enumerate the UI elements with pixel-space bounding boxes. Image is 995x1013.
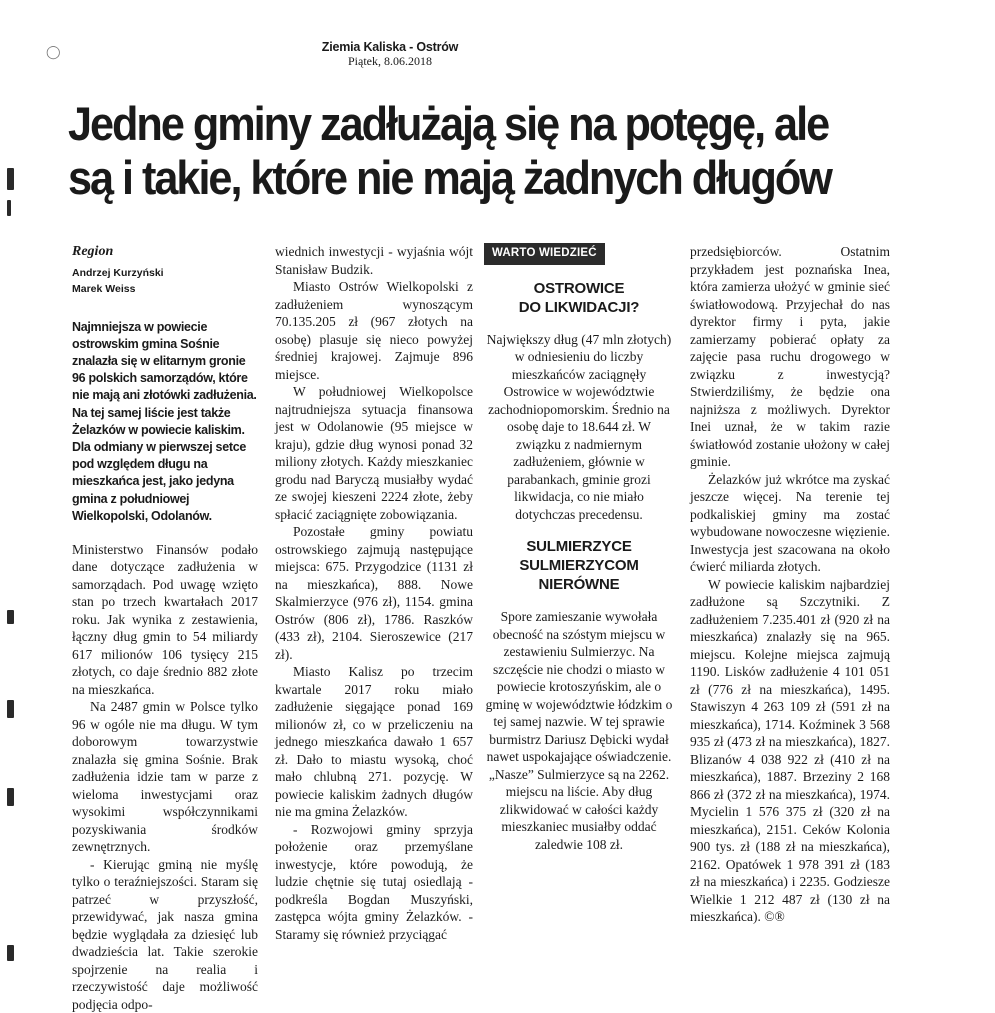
heading-line: SULMIERZYCOM	[519, 557, 639, 574]
heading-line: OSTROWICE	[533, 279, 625, 297]
paragraph: - Kierując gminą nie myślę tylko o teraźniejszości. Staram się patrzeć w przyszłość, przewidywać, jak nasza gmina będzie wyglądała za dziesięć lub dwadzieścia lat. Takie szerokie spojrzenie na realia i rzeczywistość daje możliwość podjęcia odpo-	[72, 856, 258, 1012]
article-headline	[68, 97, 896, 205]
column-4	[690, 243, 890, 926]
article-lead: Najmniejsza w powiecie ostrowskim gmina Sośnie znalazła się w elitarnym gronie 96 polskich samorządów, które nie mają ani złotówki zadłużenia. Na tej samej liście jest także Żelazków w powiecie kaliskim. Dla odmiany w pierwszej setce pod względem długu na mieszkańca jest, jako jedyna gmina z południowej Wielkopolski, Odolanów.	[72, 319, 257, 523]
scan-edge-marks	[0, 0, 30, 1000]
scan-mark	[7, 788, 14, 806]
heading-line: DO LIKWIDACJI?	[518, 298, 640, 316]
page-corner-icon: ◯	[46, 44, 61, 59]
column-1	[72, 243, 258, 1013]
paragraph: W południowej Wielkopolsce najtrudniejsza sytuacja finansowa jest w Odolanowie (95 miejsce w kraju), gdzie dług wynosi ponad 32 miliony złotych. Każdy mieszkaniec grodu nad Baryczą musiałby wydać ze swojej kieszeni 2224 złote, żeby spłacić zaciągnięte zobowiązania.	[275, 384, 473, 522]
paragraph: Miasto Ostrów Wielkopolski z zadłużeniem wynoszącym 70.135.205 zł (967 złotych na osobę) plasuje się nieco powyżej średniej krajowej. Zajmuje 896 miejsce.	[275, 279, 473, 382]
sidebar-heading-1	[484, 279, 674, 317]
column-1-body	[72, 541, 258, 1013]
headline-line-1: Jedne gminy zadłużają się na potęgę, ale	[68, 97, 829, 150]
sidebar-text-2	[484, 608, 674, 853]
scan-mark	[7, 200, 11, 216]
paragraph: Największy dług (47 mln złotych) w odniesieniu do liczby mieszkańców zaciągnęły Ostrowice w województwie zachodniopomorskim. Średnio na osobę daje to 18.644 zł. W związku z nadmiernym zadłużeniem, głównie w parabankach, gminie grozi likwidacja, co nie miało dotychczas precedensu.	[486, 331, 672, 522]
section-title: Ziemia Kaliska - Ostrów	[321, 40, 459, 54]
paragraph: Ministerstwo Finansów podało dane dotyczące zadłużenia w samorządach. Pod uwagę wzięto stan po trzech kwartałach 2017 roku. Jak wynika z zestawienia, łączny dług gmin to 54 miliardy 617 milionów 106 tysięcy 215 złotych, co daje średnio 882 złote na mieszkańca.	[72, 541, 258, 697]
sidebar-box	[484, 243, 674, 853]
scan-mark	[7, 610, 14, 624]
sidebar-text-1	[484, 331, 674, 524]
author-name: Marek Weiss	[72, 282, 136, 295]
paragraph: Na 2487 gmin w Polsce tylko 96 w ogóle nie ma długu. W tym doborowym towarzystwie znalazła się gmina Sośnie. Brak zadłużenia idzie tam w parze z wieloma inwestycjami oraz wysokimi współczynnikami pozyskiwania środków zewnętrznych.	[72, 699, 258, 855]
column-2	[275, 243, 473, 943]
masthead	[290, 40, 490, 69]
paragraph: przedsiębiorców. Ostatnim przykładem jest poznańska Inea, która zamierza ułożyć w gminie sieć światłowodową. Przyjechał do nas dyrektor firmy i pyta, jakie zamierzamy pobierać opłaty za zajęcie pasa ruchu drogowego w związku z inwestycją? Stwierdziliśmy, że będzie ona najniższa z możliwych. Dyrektor Inei uznał, że w takim razie światłowód zostanie ułożony w całej gminie.	[690, 244, 890, 469]
paragraph: Żelazków już wkrótce ma zyskać jeszcze więcej. Na terenie tej podkaliskiej gminy ma zostać wybudowane nowoczesne więzienie. Inwestycja jest szacowana na około ćwierć miliarda złotych.	[690, 471, 890, 574]
author-name: Andrzej Kurzyński	[72, 266, 164, 279]
paragraph: Pozostałe gminy powiatu ostrowskiego zajmują następujące miejsca: 675. Przygodzice (1131 zł na mieszkańca), 888. Nowe Skalmierzyce (976 zł), 1154. gmina Ostrów (806 zł), 1786. Raszków (433 zł), 2104. Sieroszewice (217 zł).	[275, 524, 473, 662]
paragraph: wiednich inwestycji - wyjaśnia wójt Stanisław Budzik.	[275, 244, 473, 277]
heading-line: NIERÓWNE	[538, 576, 620, 593]
rubric: Region	[72, 244, 114, 259]
heading-line: SULMIERZYCE	[526, 538, 632, 555]
scan-mark	[7, 945, 14, 961]
paragraph: Miasto Kalisz po trzecim kwartale 2017 roku miało zadłużenie sięgające ponad 169 milionów zł, co w przeliczeniu na jednego mieszkańca dawało 1 657 zł. Dało to miastu wysoką, choć mało chlubną 271. pozycję. W powiecie kaliskim żadnych długów nie ma gmina Żelazków.	[275, 664, 473, 819]
paragraph: Spore zamieszanie wywołała obecność na szóstym miejscu w zestawieniu Sulmierzyc. Na szczęście nie chodzi o miasto w powiecie krotoszyńskim, ale o gminę w województwie łódzkim o tej samej nazwie. W tej sprawie burmistrz Dariusz Dębicki wydał nawet uspokajające oświadczenie. „Nasze” Sulmierzyce są na 2262. miejscu na liście. Aby dług zlikwidować w całości każdy mieszkaniec musiałby oddać zaledwie 108 zł.	[485, 609, 673, 852]
scan-mark	[7, 700, 14, 718]
sidebar-heading-2	[484, 537, 674, 594]
paragraph: - Rozwojowi gminy sprzyja położenie oraz przemyślane inwestycje, które powodują, że ludzie chętnie się tutaj osiedlają - podkreśla Bogdan Muszyński, zastępca wójta gminy Żelazków. - Staramy się również przyciągać	[275, 821, 473, 942]
scan-mark	[7, 168, 14, 190]
sidebar-label: WARTO WIEDZIEĆ	[484, 243, 605, 265]
headline-line-2: są i takie, które nie mają żadnych długów	[68, 151, 831, 204]
issue-date: Piątek, 8.06.2018	[348, 54, 432, 68]
paragraph: W powiecie kaliskim najbardziej zadłużone są Szczytniki. Z zadłużeniem 7.235.401 zł (920 zł na mieszkańca) znalazły się na 965. miejscu. Kolejne miejsca zajmują 1190. Lisków zadłużenie 4 101 051 zł (776 zł na mieszkańca), 1495. Stawiszyn 4 263 109 zł (591 zł na mieszkańca), 1714. Koźminek 3 568 935 zł (473 zł na mieszkańca), 1827. Blizanów 4 038 922 zł (410 zł na mieszkańca), 1887. Brzeziny 2 168 866 zł (372 zł na mieszkańca), 1974. Mycielin 1 576 375 zł (320 zł na mieszkańca), 2151. Ceków Kolonia 900 tys. zł (188 zł na mieszkańca), 2162. Opatówek 1 978 391 zł (183 zł na mieszkańca) i 2235. Godziesze Wielkie 1 212 487 zł (130 zł na mieszkańca). ©®	[690, 576, 890, 924]
